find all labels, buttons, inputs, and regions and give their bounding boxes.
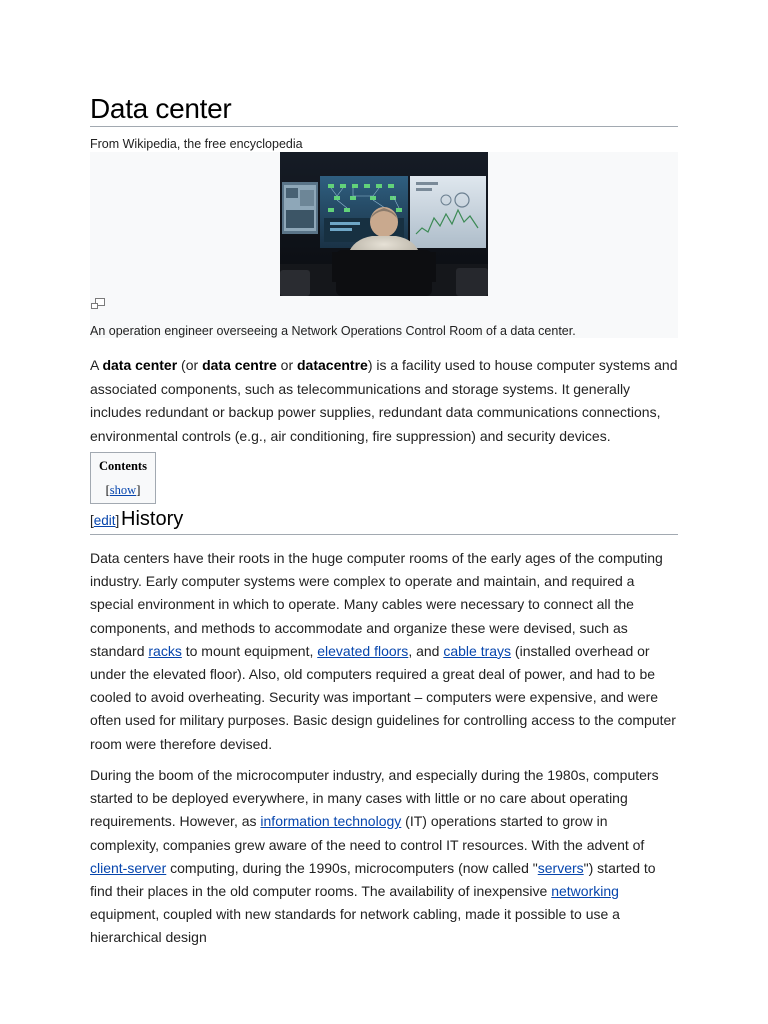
paragraph-text: Data centers have their roots in the huge computer rooms of the early ages of the computing industry. Early computer systems were complex to operate and maintain, and required a special environment in which to operate. Many cables were necessary to connect all the components, and methods to accommodate and organize these were devised, such as standard [90, 550, 663, 659]
link-elevated-floors[interactable]: elevated floors [317, 642, 409, 659]
section-heading-history [90, 506, 678, 534]
bold-term: data centre [202, 357, 277, 373]
toc-show-link[interactable]: show [109, 483, 137, 497]
paragraph-text: (installed overhead or under the elevated floor). Also, old computers required a great deal of power, and had to be cooled to avoid overheating. Security was important – computers were expensive, and were often used for military purposes. Basic design guidelines for controlling access to the computer room were therefore devised. [90, 642, 676, 752]
thumbnail-caption: An operation engineer overseeing a Network Operations Control Room of a data center. [90, 324, 576, 338]
link-servers[interactable]: servers [537, 859, 584, 876]
bracket: [ [90, 513, 94, 528]
toc-toggle-wrap [91, 483, 155, 498]
link-cable-trays[interactable]: cable trays [443, 642, 512, 659]
lead-text: or [276, 357, 297, 373]
bracket: ] [136, 483, 141, 497]
link-information-technology[interactable]: information technology [260, 813, 402, 830]
bold-term: datacentre [297, 357, 368, 373]
toc-title: Contents [99, 459, 147, 473]
person-at-monitors-photo[interactable] [280, 152, 488, 296]
table-of-contents [90, 452, 156, 504]
bold-term: data center [102, 357, 178, 373]
lead-paragraph [90, 354, 680, 448]
lead-text: ) is a facility used to house computer systems and associated components, such as telecommunications and storage systems. It generally includes redundant or backup power supplies, redundant data communications connections, environmental controls (e.g., air conditioning, fire suppression) and security devices. [90, 357, 678, 444]
paragraph-text: (IT) operations started to grow in complexity, companies grew aware of the need to control IT resources. With the advent of [90, 813, 645, 853]
title-divider [90, 126, 678, 127]
link-client-server[interactable]: client-server [90, 859, 167, 876]
history-paragraph-1 [90, 547, 680, 756]
paragraph-text: , and [408, 642, 444, 659]
page-title: Data center [90, 93, 232, 124]
edit-section-link[interactable]: edit [93, 513, 116, 528]
lead-text: A [90, 357, 103, 373]
lead-text: (or [177, 357, 203, 373]
bracket: [ [105, 483, 110, 497]
paragraph-text: During the boom of the microcomputer industry, and especially during the 1980s, computers started to be deployed everywhere, in many cases with little or no care about operating requirements. However, as [90, 767, 659, 830]
link-networking[interactable]: networking [551, 883, 619, 900]
paragraph-text: to mount equipment, [181, 642, 318, 659]
section-title: History [121, 508, 184, 530]
paragraph-text: computing, during the 1990s, microcomputers (now called " [166, 859, 538, 876]
article-tagline: From Wikipedia, the free encyclopedia [90, 137, 303, 151]
section-divider [90, 534, 678, 535]
paragraph-text: equipment, coupled with new standards for network cabling, made it possible to use a hierarchical design [90, 906, 620, 946]
bracket: ] [115, 513, 120, 528]
thumbnail-figure [90, 152, 678, 338]
paragraph-text: ") started to find their places in the old computer rooms. The availability of inexpensive [90, 859, 656, 900]
link-racks[interactable]: racks [148, 642, 182, 659]
section-edit [90, 513, 119, 529]
history-paragraph-2 [90, 764, 680, 950]
magnify-clip-icon[interactable] [91, 298, 105, 310]
